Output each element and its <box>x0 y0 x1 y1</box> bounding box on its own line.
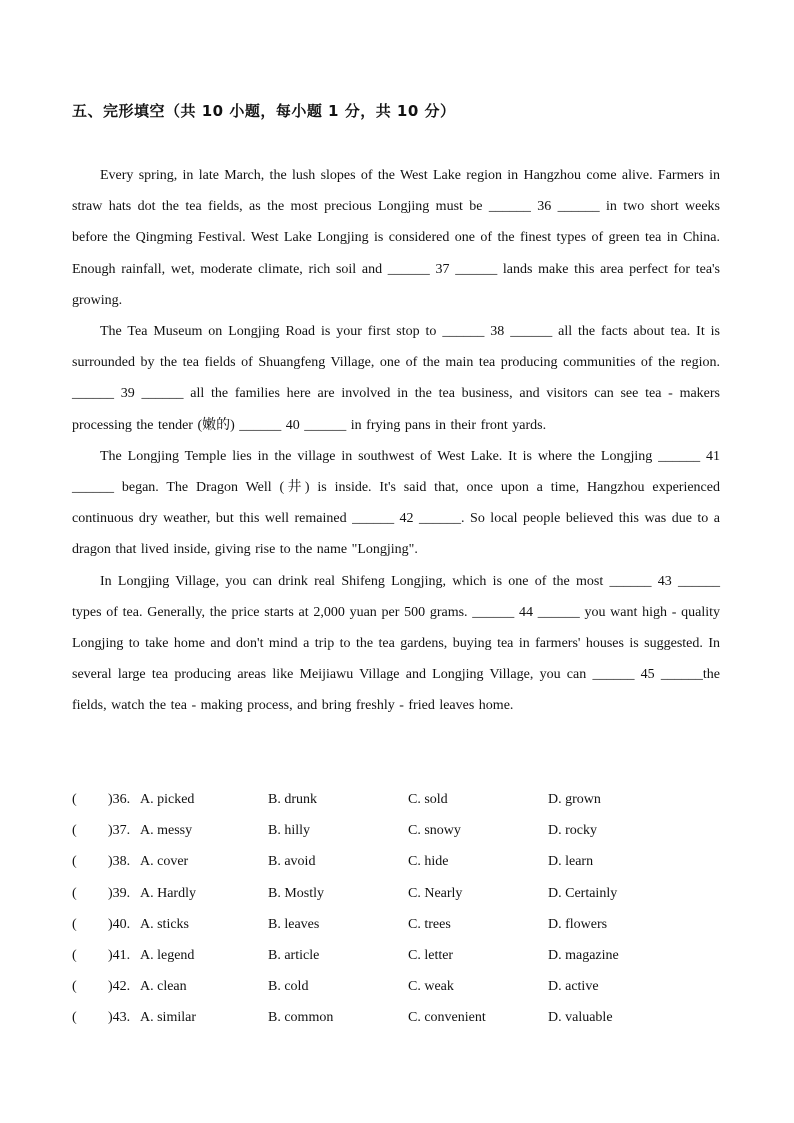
answer-blank: ( <box>72 823 77 839</box>
option-d: D. learn <box>548 854 594 870</box>
option-b: B. hilly <box>268 823 311 839</box>
answer-blank: ( <box>72 979 77 995</box>
answer-blank: ( <box>72 854 77 870</box>
paragraph-1: Every spring, in late March, the lush slopes of the West Lake region in Hangzhou come alive. Farmers in straw hats dot the tea fields, as the most precious Longjing must be ______ 36 ______ in two short weeks before the Qingming Festival. West Lake Longjing is considered one of the finest types of green tea in China. Enough rainfall, wet, moderate climate, rich soil and ______ 37 ______ lands make this area perfect for tea's growing. <box>72 168 720 308</box>
option-a: A. picked <box>140 792 195 807</box>
option-c: C. sold <box>408 792 448 807</box>
question-row <box>72 1002 720 1033</box>
question-row <box>72 815 720 846</box>
option-c: C. weak <box>408 979 454 995</box>
paragraph-3: The Longjing Temple lies in the village in southwest of West Lake. It is where the Longjing ______ 41 ______ began. The Dragon Well (井) is inside. It's said that, once upon a time, Hangzhou experienced continuous dry weather, but this well remained ______ 42 ______. So local people believed this was due to a dragon that lived inside, giving rise to the name "Longjing". <box>72 448 720 558</box>
question-row <box>72 940 720 971</box>
option-c: C. snowy <box>408 823 461 839</box>
option-b: B. avoid <box>268 854 316 870</box>
option-b: B. article <box>268 947 320 963</box>
answer-blank: ( <box>72 916 77 932</box>
option-a: A. similar <box>140 1010 196 1026</box>
option-b: B. common <box>268 1010 334 1026</box>
question-number: )37. <box>108 823 131 839</box>
option-a: A. sticks <box>140 916 189 932</box>
option-a: A. messy <box>140 823 193 839</box>
option-b: B. cold <box>268 979 309 995</box>
option-c: C. letter <box>408 947 454 963</box>
question-number: )42. <box>108 979 131 995</box>
paragraph-4: In Longjing Village, you can drink real Shifeng Longjing, which is one of the most ______ 43 ______ types of tea. Generally, the price starts at 2,000 yuan per 500 grams. ______ 44 ______ you want high - quality Longjing to take home and don't mind a trip to the tea gardens, buying tea in farmers' houses is suggested. In several large tea producing areas like Meijiawu Village and Longjing Village, you can ______ 45 ______the fields, watch the tea - making process, and bring freshly - fried leaves home. <box>72 573 720 714</box>
option-c: C. hide <box>408 854 449 870</box>
option-d: D. grown <box>548 792 601 807</box>
question-row <box>72 846 720 877</box>
question-options <box>72 784 720 1034</box>
option-b: B. leaves <box>268 916 320 932</box>
answer-blank: ( <box>72 792 77 807</box>
cloze-passage <box>72 160 720 722</box>
option-a: A. legend <box>140 947 195 963</box>
question-number: )43. <box>108 1010 131 1026</box>
question-row <box>72 971 720 1002</box>
option-b: B. Mostly <box>268 885 325 901</box>
option-c: C. convenient <box>408 1010 486 1026</box>
paragraph-2: The Tea Museum on Longjing Road is your first stop to ______ 38 ______ all the facts about tea. It is surrounded by the tea fields of Shuangfeng Village, one of the main tea producing communities of the region. ______ 39 ______ all the families here are involved in the tea business, and visitors can see tea - makers processing the tender (嫩的) ______ 40 ______ in frying pans in their front yards. <box>72 324 720 433</box>
option-c: C. trees <box>408 916 451 932</box>
question-number: )38. <box>108 854 131 870</box>
question-row <box>72 784 720 815</box>
answer-blank: ( <box>72 1010 77 1026</box>
option-a: A. cover <box>140 854 189 870</box>
option-d: D. valuable <box>548 1010 613 1026</box>
option-d: D. active <box>548 979 599 995</box>
option-b: B. drunk <box>268 792 317 807</box>
section-title: 五、完形填空（共 10 小题，每小题 1 分，共 10 分） <box>72 102 456 120</box>
option-d: D. magazine <box>548 947 619 963</box>
question-row <box>72 878 720 909</box>
option-d: D. rocky <box>548 823 597 839</box>
question-number: )39. <box>108 885 131 901</box>
option-c: C. Nearly <box>408 885 463 901</box>
question-number: )41. <box>108 947 131 963</box>
question-row <box>72 909 720 940</box>
option-d: D. Certainly <box>548 885 618 901</box>
question-number: )40. <box>108 916 131 932</box>
option-a: A. clean <box>140 979 187 995</box>
option-a: A. Hardly <box>140 885 196 901</box>
option-d: D. flowers <box>548 916 608 932</box>
answer-blank: ( <box>72 947 77 963</box>
answer-blank: ( <box>72 885 77 901</box>
question-number: )36. <box>108 792 131 807</box>
